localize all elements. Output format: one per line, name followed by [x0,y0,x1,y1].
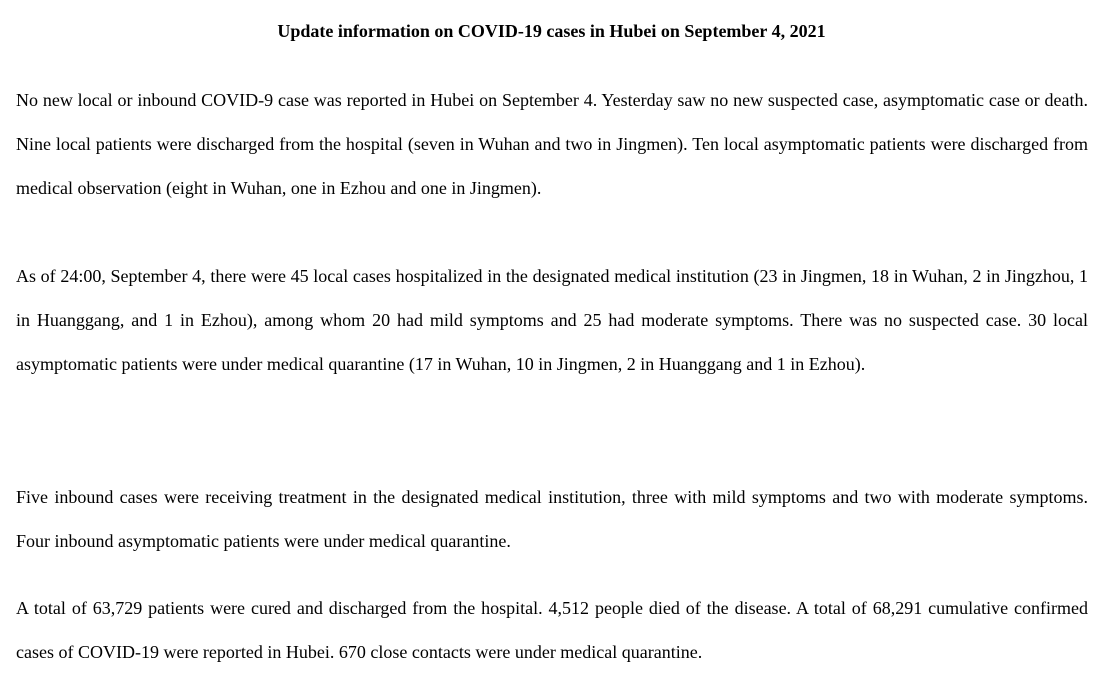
paragraph-case-summary: No new local or inbound COVID-9 case was reported in Hubei on September 4. Yesterday saw no new suspected case, asymptomatic case or death. Nine local patients were discharged from the hospital (seven in Wuhan and two in Jingmen). Ten local asymptomatic patients were discharged from medical observation (eight in Wuhan, one in Ezhou and one in Jingmen). [16,90,1088,198]
paragraph-local-hospitalized: As of 24:00, September 4, there were 45 local cases hospitalized in the designated medical institution (23 in Jingmen, 18 in Wuhan, 2 in Jingzhou, 1 in Huanggang, and 1 in Ezhou), among whom 20 had mild symptoms and 25 had moderate symptoms. There was no suspected case. 30 local asymptomatic patients were under medical quarantine (17 in Wuhan, 10 in Jingmen, 2 in Huanggang and 1 in Ezhou). [16,266,1088,374]
paragraph-inbound-cases: Five inbound cases were receiving treatment in the designated medical institution, three with mild symptoms and two with moderate symptoms. Four inbound asymptomatic patients were under medical quarantine. [16,487,1088,551]
document-title: Update information on COVID-19 cases in Hubei on September 4, 2021 [277,21,826,41]
paragraph-cumulative-totals: A total of 63,729 patients were cured and discharged from the hospital. 4,512 people died of the disease. A total of 68,291 cumulative confirmed cases of COVID-19 were reported in Hubei. 670 close contacts were under medical quarantine. [16,598,1088,662]
